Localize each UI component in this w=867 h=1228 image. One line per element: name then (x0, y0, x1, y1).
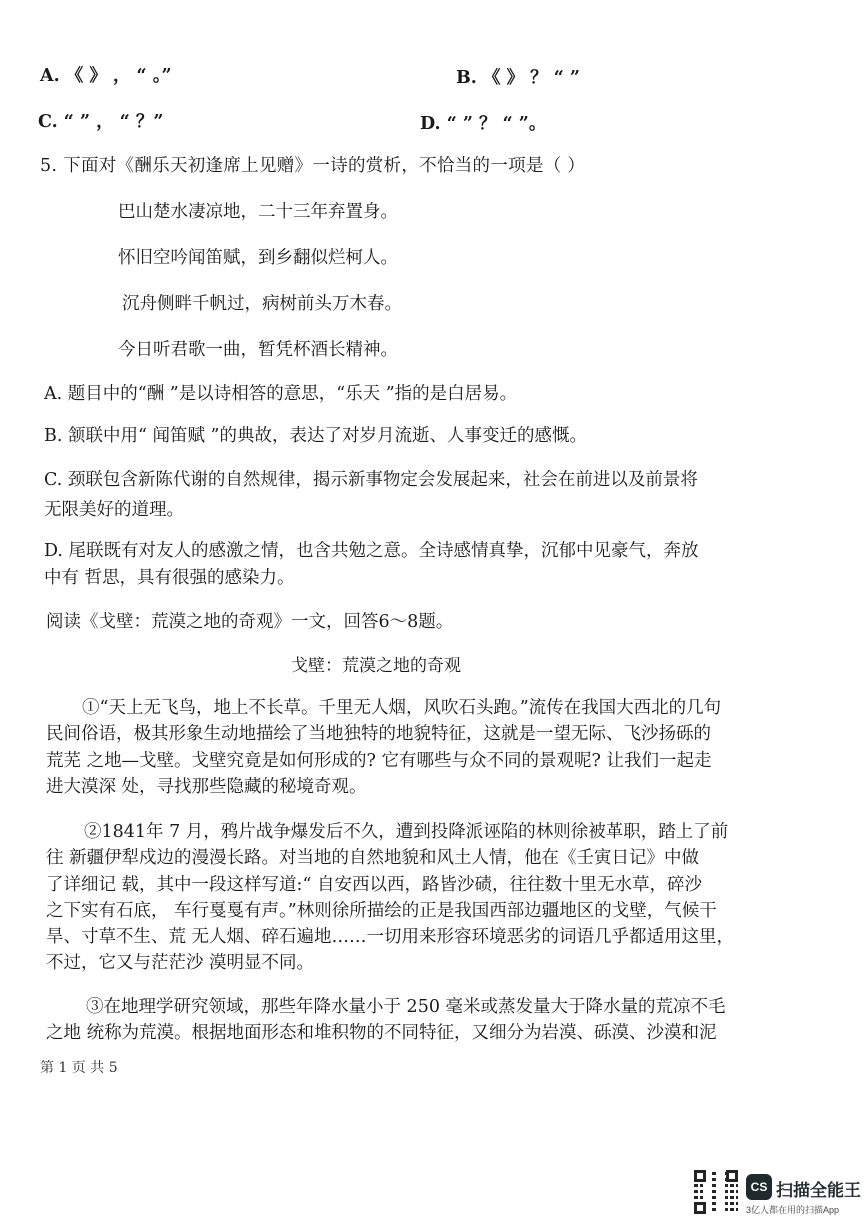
camscanner-logo-icon: CS (746, 1174, 772, 1200)
poem-line: 今日听君歌一曲，暂凭杯酒长精神。 (118, 340, 398, 360)
article-title: 戈壁：荒漠之地的奇观 (291, 656, 461, 676)
text-line: ③在地理学研究领域，那些年降水量小于 250 毫米或蒸发量大于降水量的荒凉不毛 (86, 997, 726, 1017)
poem-line: 沉舟侧畔千帆过，病树前头万木春。 (122, 294, 402, 314)
choice-c-line-1: C. 颈联包含新陈代谢的自然规律，揭示新事物定会发展起来，社会在前进以及前景将 (44, 470, 698, 490)
poem-line: 巴山楚水凄凉地，二十三年弃置身。 (118, 202, 398, 222)
text-line: ①“天上无飞鸟，地上不长草。千里无人烟，风吹石头跑。”流传在我国大西北的几句 (82, 698, 722, 718)
text-line: ②1841年 7 月，鸦片战争爆发后不久，遭到投降派诬陷的林则徐被革职，踏上了前 (84, 822, 729, 842)
page-footer: 第 1 页 共 5 (40, 1060, 118, 1076)
text-line: 民间俗语，极其形象生动地描绘了当地独特的地貌特征，这就是一望无际、飞沙扬砾的 (46, 724, 711, 744)
option-d: D. “ ” ？ “ ”。 (420, 114, 547, 134)
choice-d-line-1: D. 尾联既有对友人的感激之情，也含共勉之意。全诗感情真挚，沉郁中见豪气，奔放 (44, 541, 699, 561)
choice-d-line-2: 中有 哲思，具有很强的感染力。 (44, 568, 295, 588)
qr-code-icon (694, 1170, 738, 1214)
text-line: 之下实有石底， 车行戛戛有声。”林则徐所描绘的正是我国西部边疆地区的戈壁，气候干 (46, 901, 717, 921)
choice-c-line-2: 无限美好的道理。 (44, 500, 184, 520)
option-b: B. 《 》 ？ “ ” (456, 68, 580, 88)
scanner-app-name: 扫描全能王 (776, 1181, 861, 1200)
text-line: 不过，它又与茫茫沙 漠明显不同。 (46, 953, 315, 973)
text-line: 之地 统称为荒漠。根据地面形态和堆积物的不同特征，又细分为岩漠、砾漠、沙漠和泥 (46, 1023, 717, 1043)
text-line: 往 新疆伊犁戍边的漫漫长路。对当地的自然地貌和风土人情，他在《壬寅日记》中做 (46, 848, 700, 868)
scanner-watermark (694, 1170, 860, 1216)
question-5-stem: 5. 下面对《酬乐天初逢席上见赠》一诗的赏析，不恰当的一项是（ ） (40, 156, 586, 176)
option-c: C. “ ” ， “ ？” (38, 112, 164, 132)
scanner-tagline: 3亿人都在用的扫描App (746, 1205, 840, 1215)
choice-b: B. 颔联中用“ 闻笛赋 ”的典故，表达了对岁月流逝、人事变迁的感慨。 (44, 426, 588, 446)
reading-instruction: 阅读《戈壁：荒漠之地的奇观》一文，回答6～8题。 (46, 612, 454, 632)
poem-line: 怀旧空吟闻笛赋，到乡翻似烂柯人。 (118, 248, 398, 268)
text-line: 了详细记 载，其中一段这样写道:“ 自安西以西，路皆沙碛，往往数十里无水草，碎沙 (46, 875, 702, 895)
text-line: 旱、寸草不生、荒 无人烟、碎石遍地……一切用来形容环境恶劣的词语几乎都适用这里， (46, 927, 735, 947)
text-line: 进大漠深 处，寻找那些隐藏的秘境奇观。 (46, 777, 367, 797)
option-a: A. 《 》 ， “ 。” (40, 66, 172, 86)
choice-a: A. 题目中的“酬 ”是以诗相答的意思，“乐天 ”指的是白居易。 (44, 384, 518, 404)
text-line: 荒芜 之地—戈壁。戈壁究竟是如何形成的? 它有哪些与众不同的景观呢? 让我们一起走 (46, 751, 712, 771)
